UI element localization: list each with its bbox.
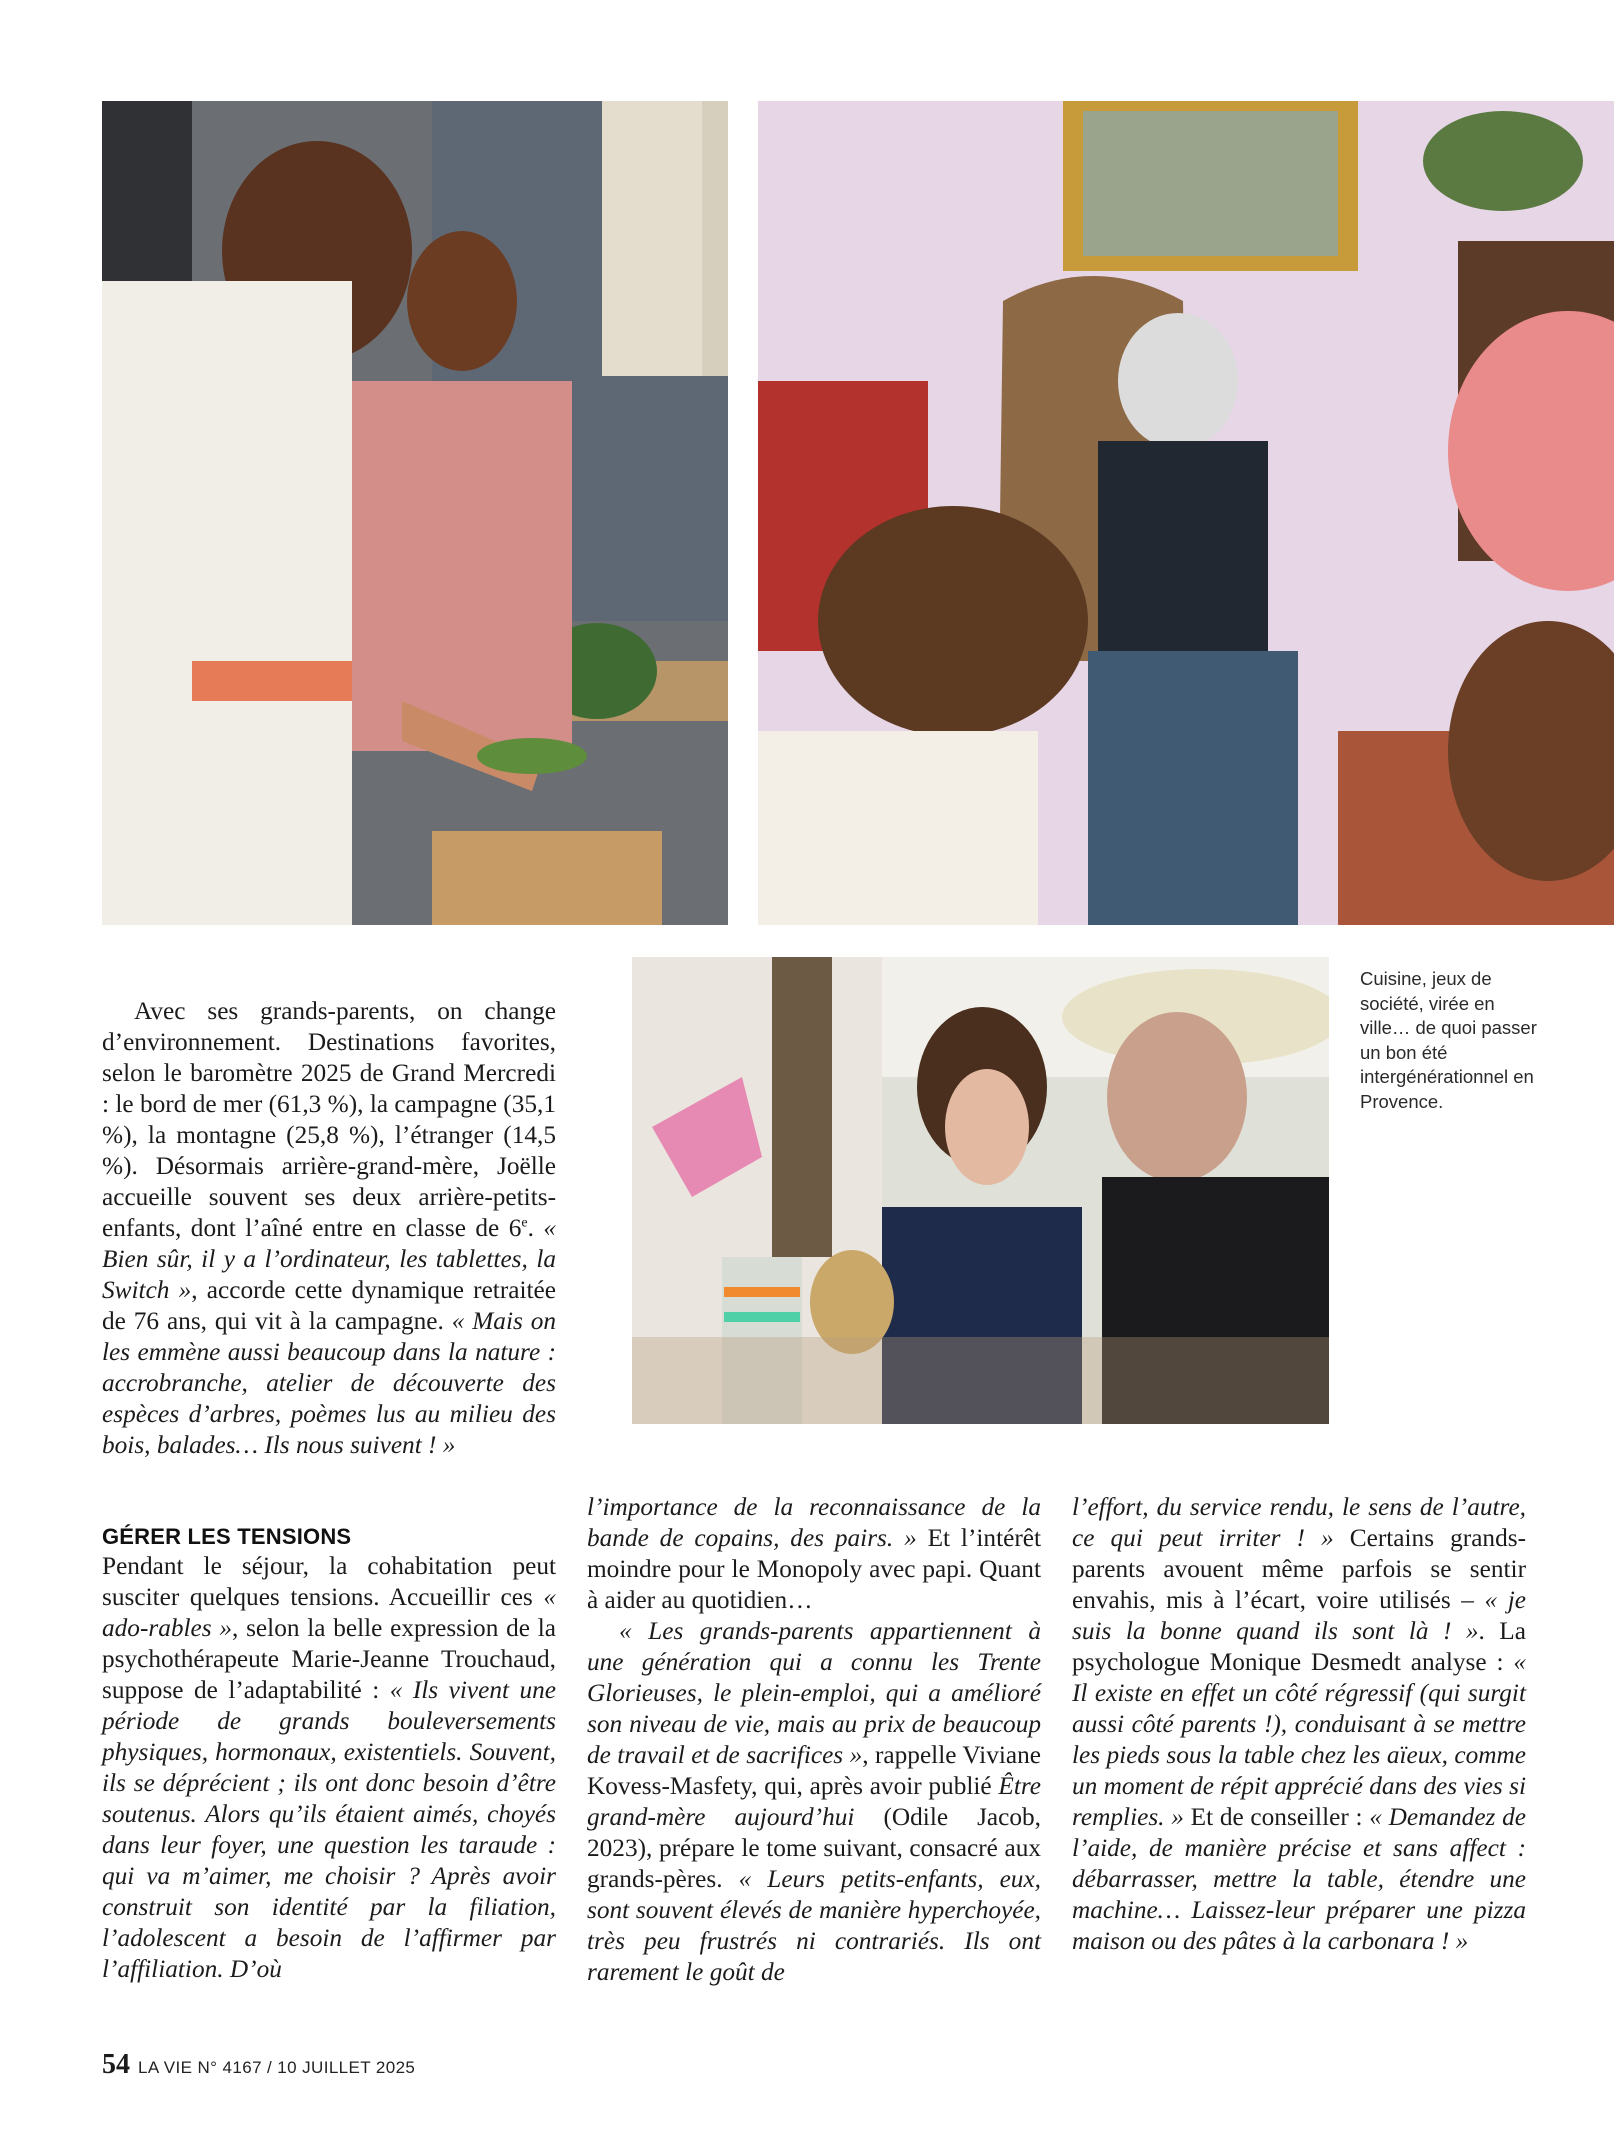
section-heading: GÉRER LES TENSIONS <box>102 1524 352 1549</box>
quote: « Les grands-parents appartiennent à une génération qui a connu les Trente Glorieuses, le plein-emploi, qui a amélioré son niveau de vie, mais au prix de beaucoup de travail et de sacrifices » <box>587 1617 1041 1769</box>
article-column-1-bottom <box>102 1523 556 1985</box>
photo-card-game <box>758 101 1614 925</box>
quote: « ado-rables » <box>102 1583 556 1642</box>
article-column-3 <box>1072 1492 1526 1957</box>
quote: l’importance de la reconnaissance de la bande de copains, des pairs. » <box>587 1493 1041 1552</box>
quote: « Il existe en effet un côté régressif (qui surgit aussi côté parents !), conduisant à se mettre les pieds sous la table chez les aïeux, comme un moment de répit apprécié dans des vies si remplies. » <box>1072 1648 1526 1831</box>
book-title: Être grand-mère aujourd’hui <box>587 1772 1041 1831</box>
photo-market-visit <box>632 957 1329 1424</box>
text-run: (Odile Jacob, 2023), prépare le tome suivant, consacré aux grands-pères. <box>587 1803 1041 1893</box>
article-paragraph <box>587 1616 1041 1988</box>
issue-folio: LA VIE N° 4167 / 10 JUILLET 2025 <box>138 2058 416 2077</box>
page-footer <box>102 2049 415 2081</box>
article-column-2 <box>587 1492 1041 1988</box>
text-run: Pendant le séjour, la cohabitation peut susciter quelques tensions. Accueillir ces <box>102 1552 556 1611</box>
text-run: . <box>527 1214 544 1242</box>
text-run: . La psychologue Monique Desmedt analyse : <box>1072 1617 1526 1676</box>
page-number: 54 <box>102 2049 130 2080</box>
quote: « je suis la bonne quand ils sont là ! » <box>1072 1586 1526 1645</box>
superscript: e <box>521 1215 528 1231</box>
quote: « Bien sûr, il y a l’ordinateur, les tablettes, la Switch » <box>102 1214 556 1304</box>
text-run: Certains grands-parents avouent même parfois se sentir envahis, mis à l’écart, voire utilisés – <box>1072 1524 1527 1614</box>
quote: « Ils vivent une période de grands bouleversements physiques, hormonaux, existentiels. Souvent, ils se déprécient ; ils ont donc besoin d’être soutenus. Alors qu’ils étaient aimés, choyés dans leur foyer, une question les taraude : qui va m’aimer, me choisir ? Après avoir construit son identité par la filiation, l’adolescent a besoin de l’affirmer par l’affiliation. D’où <box>102 1676 556 1983</box>
quote: « Demandez de l’aide, de manière précise et sans affect : débarrasser, mettre la table, étendre une machine… Laissez-leur préparer une pizza maison ou des pâtes à la carbonara ! » <box>1072 1803 1526 1955</box>
text-run: , selon la belle expression de la psychothérapeute Marie-Jeanne Trouchaud, suppose de l’adaptabilité : <box>102 1614 556 1704</box>
quote: l’effort, du service rendu, le sens de l’autre, ce qui peut irriter ! » <box>1072 1493 1526 1552</box>
article-paragraph <box>102 1551 556 1985</box>
article-paragraph <box>587 1492 1041 1616</box>
text-run: , rappelle Viviane Kovess-Masfety, qui, après avoir publié <box>587 1741 1041 1800</box>
photo-caption: Cuisine, jeux de société, virée en ville… de quoi passer un bon été intergénérationnel en Provence. <box>1360 968 1537 1112</box>
article-paragraph <box>1072 1492 1526 1957</box>
quote: « Leurs petits-enfants, eux, sont souvent élevés de manière hyperchoyée, très peu frustrés ni contrariés. Ils ont rarement le goût de <box>587 1865 1041 1986</box>
photo-kitchen-cooking <box>102 101 728 925</box>
article-paragraph <box>102 996 556 1461</box>
text-run: Avec ses grands-parents, on change d’environnement. Destinations favorites, selon le baromètre 2025 de Grand Mercredi : le bord de mer (61,3 %), la campagne (35,1 %), la montagne (25,8 %), l’étranger (14,5 %). Désormais arrière-grand-mère, Joëlle accueille souvent ses deux arrière-petits-enfants, dont l’aîné entre en classe de 6 <box>102 997 556 1242</box>
text-run: Et l’intérêt moindre pour le Monopoly avec papi. Quant à aider au quotidien… <box>587 1524 1042 1614</box>
text-run: Et de conseiller : <box>1183 1803 1370 1831</box>
article-column-1-top <box>102 996 556 1461</box>
text-run: , accorde cette dynamique retraitée de 76 ans, qui vit à la campagne. <box>102 1276 556 1335</box>
quote: « Mais on les emmène aussi beaucoup dans la nature : accrobranche, atelier de découverte des espèces d’arbres, poèmes lus au milieu des bois, balades… Ils nous suivent ! » <box>102 1307 556 1459</box>
